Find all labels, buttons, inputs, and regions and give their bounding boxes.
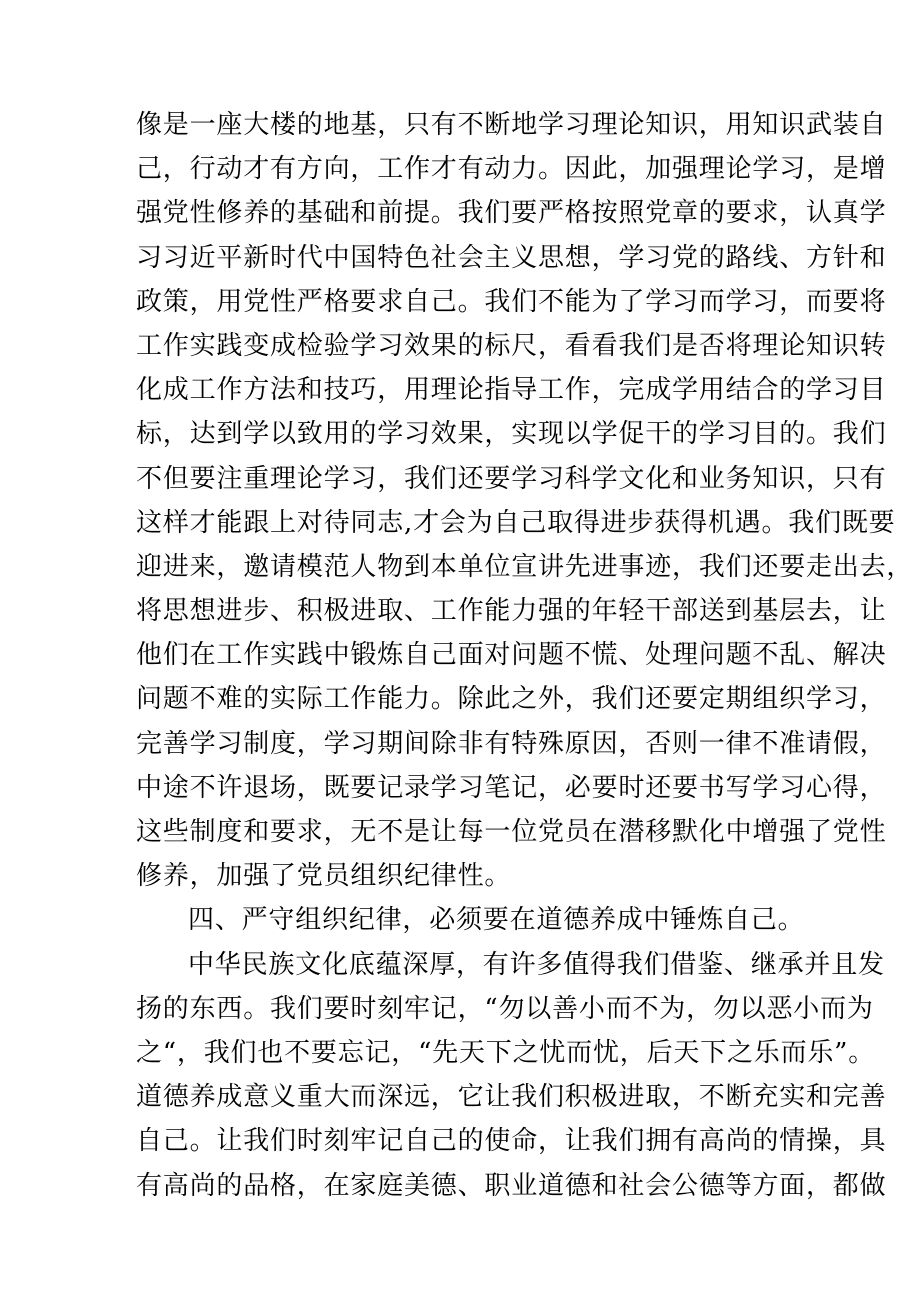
paragraph-theory-study [136, 103, 914, 898]
text-line: 这样才能跟上对待同志,才会为自己取得进步获得机遇。我们既要 [136, 507, 896, 538]
text-line: 迎进来，邀请模范人物到本单位宣讲先进事迹，我们还要走出去， [136, 551, 914, 582]
text-line: 问题不难的实际工作能力。除此之外，我们还要定期组织学习， [136, 684, 887, 715]
text-line: 自己。让我们时刻牢记自己的使命，让我们拥有高尚的情操，具 [136, 1126, 887, 1157]
text-line: 修养，加强了党员组织纪律性。 [136, 861, 512, 892]
text-line: 政策，用党性严格要求自己。我们不能为了学习而学习，而要将 [136, 286, 887, 317]
text-line: 化成工作方法和技巧，用理论指导工作，完成学用结合的学习目 [136, 375, 887, 406]
text-line: 工作实践变成检验学习效果的标尺，看看我们是否将理论知识转 [136, 330, 887, 361]
text-line: 道德养成意义重大而深远，它让我们积极进取，不断充实和完善 [136, 1082, 887, 1113]
text-line: 扬的东西。我们要时刻牢记，“勿以善小而不为，勿以恶小而为 [136, 993, 874, 1024]
text-line: 中途不许退场，既要记录学习笔记，必要时还要书写学习心得， [136, 772, 887, 803]
text-line: 习习近平新时代中国特色社会主义思想，学习党的路线、方针和 [136, 242, 887, 273]
text-line: 他们在工作实践中锻炼自己面对问题不慌、处理问题不乱、解决 [136, 640, 887, 671]
paragraph-moral-cultivation [136, 943, 887, 1208]
text-line: 有高尚的品格，在家庭美德、职业道德和社会公德等方面，都做 [136, 1170, 887, 1201]
text-line: 中华民族文化底蕴深厚，有许多值得我们借鉴、继承并且发 [188, 949, 885, 980]
text-line: 之“，我们也不要忘记，“先天下之忧而忧，后天下之乐而乐”。 [136, 1037, 876, 1068]
document-body [136, 103, 914, 1208]
text-line: 不但要注重理论学习，我们还要学习科学文化和业务知识，只有 [136, 463, 887, 494]
section-heading: 四、严守组织纪律，必须要在道德养成中锤炼自己。 [188, 905, 805, 936]
text-line: 完善学习制度，学习期间除非有特殊原因，否则一律不准请假， [136, 728, 887, 759]
text-line: 标，达到学以致用的学习效果，实现以学促干的学习目的。我们 [136, 419, 887, 450]
text-line: 这些制度和要求，无不是让每一位党员在潜移默化中增强了党性 [136, 817, 887, 847]
text-line: 像是一座大楼的地基，只有不断地学习理论知识，用知识武装自 [136, 110, 887, 140]
text-line: 将思想进步、积极进取、工作能力强的年轻干部送到基层去，让 [136, 596, 887, 627]
text-line: 己，行动才有方向，工作才有动力。因此，加强理论学习，是增 [136, 154, 887, 185]
text-line: 强党性修养的基础和前提。我们要严格按照党章的要求，认真学 [136, 198, 887, 229]
